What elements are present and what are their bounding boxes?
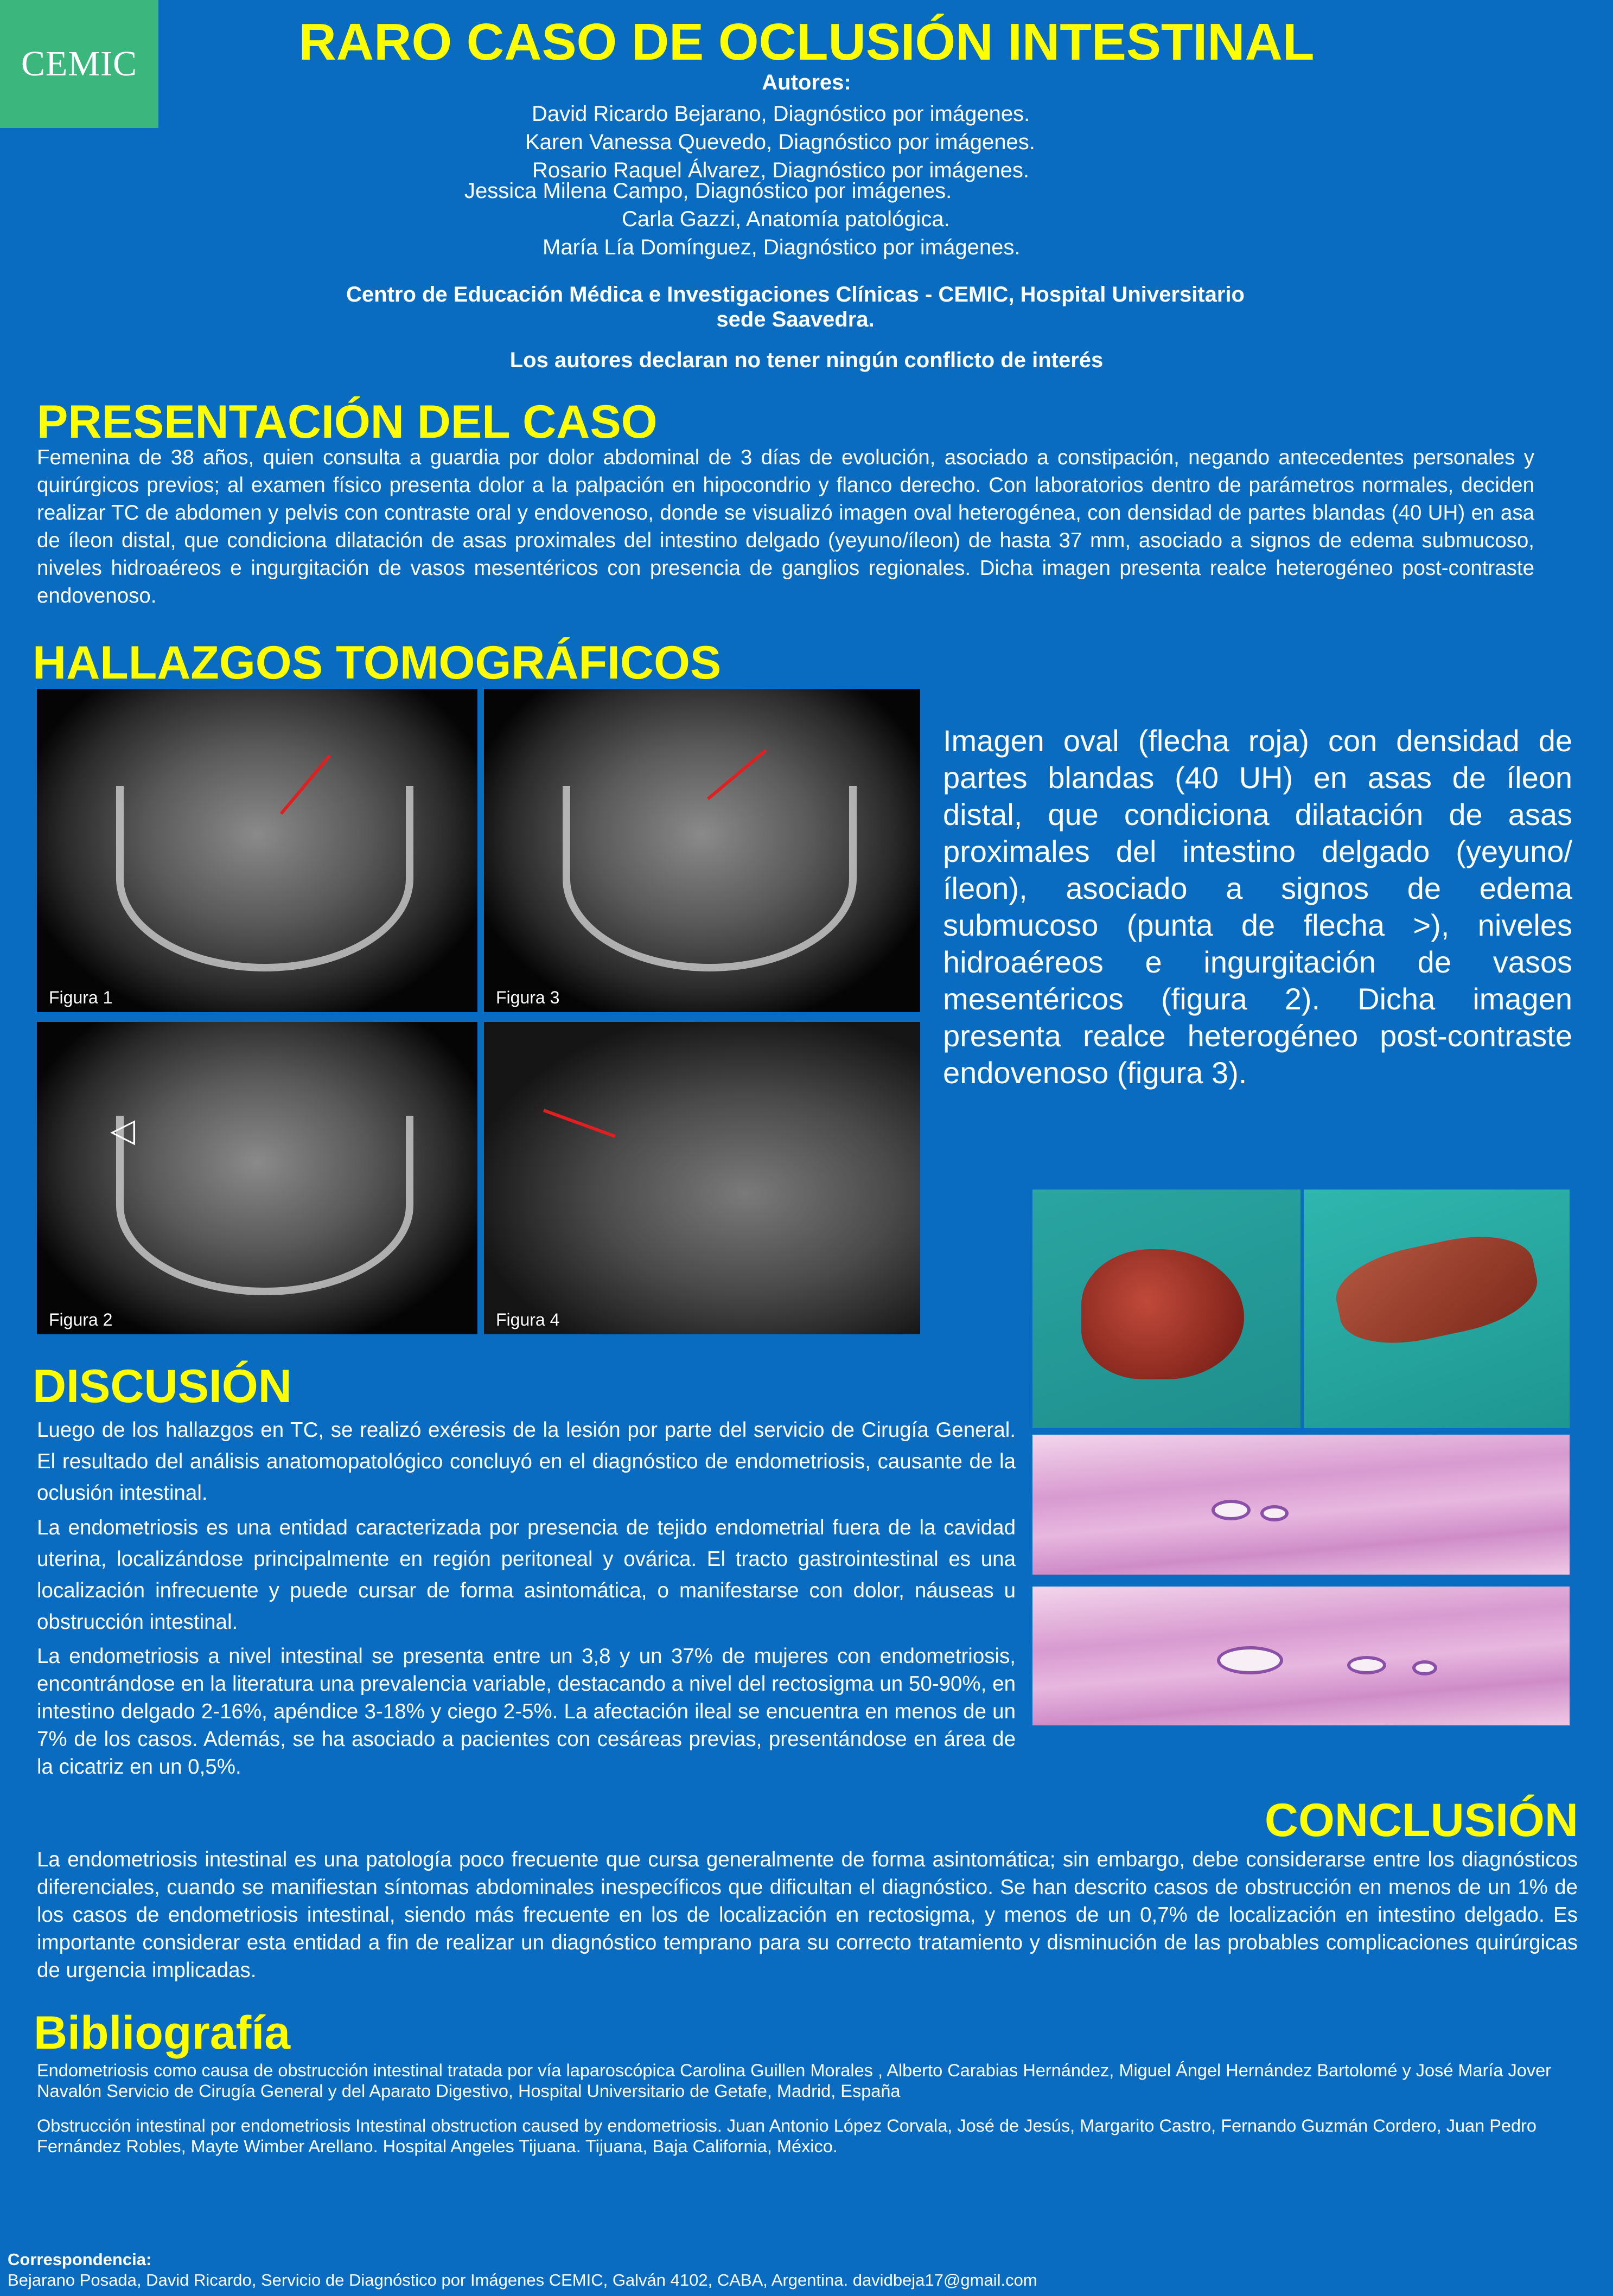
poster-title: RARO CASO DE OCLUSIÓN INTESTINAL <box>298 13 1315 71</box>
figure-caption: Figura 4 <box>496 1310 560 1329</box>
author-line: María Lía Domínguez, Diagnóstico por imágenes. <box>543 235 1021 259</box>
histology-image-1 <box>1032 1435 1570 1575</box>
logo-text: CEMIC <box>21 44 138 84</box>
presentacion-heading: PRESENTACIÓN DEL CASO <box>37 396 658 448</box>
figure-caption: Figura 3 <box>496 988 560 1007</box>
author-line: Carla Gazzi, Anatomía patológica. <box>622 207 950 231</box>
correspondencia-text: Bejarano Posada, David Ricardo, Servicio de Diagnóstico por Imágenes CEMIC, Galván 4102, CABA, Argentina. davidbeja17@gmail.com <box>8 2271 1037 2289</box>
discusion-heading: DISCUSIÓN <box>33 1360 292 1412</box>
arrowhead-icon: ◁ <box>110 1112 136 1148</box>
bibliografia-entry: Obstrucción intestinal por endometriosis Intestinal obstruction caused by endometriosis. Juan Antonio López Corvala, José de Jesús, Margarito Castro, Fernando Guzmán Cordero, Juan Pedro Fernández Robles, Mayte Wimber Arellano. Hospital Angeles Tijuana. Tijuana, Baja California, México. <box>37 2116 1537 2156</box>
author-line: Jessica Milena Campo, Diagnóstico por imágenes. <box>464 179 952 203</box>
authors-label: Autores: <box>762 71 851 94</box>
figure-caption: Figura 1 <box>49 988 113 1007</box>
author-line: Karen Vanessa Quevedo, Diagnóstico por imágenes. <box>525 130 1035 154</box>
discusion-paragraph: La endometriosis a nivel intestinal se presenta entre un 3,8 y un 37% de mujeres con endometriosis, encontrándose en la literatura una prevalencia variable, destacando a nivel del rectosigma un 50-90%, en intestino delgado 2-16%, apéndice 3-18% y ciego 2-5%. La afectación ileal se encuentra en menos de un 7% de los casos. Además, se ha asociado a pacientes con cesáreas previas, presentándose en área de la cicatriz en un 0,5%. <box>37 1645 1016 1779</box>
ct-figure-3 <box>484 689 920 1012</box>
surgical-specimen-photo-1 <box>1032 1189 1300 1428</box>
discusion-paragraph: La endometriosis es una entidad caracterizada por presencia de tejido endometrial fuera de la cavidad uterina, localizándose principalmente en región peritoneal y ovárica. El tracto gastrointestinal es una localización infrecuente y puede cursar de forma asintomática, o manifestarse con dolor, náuseas u obstrucción intestinal. <box>37 1516 1016 1634</box>
institution: Centro de Educación Médica e Investigaciones Clínicas - CEMIC, Hospital Universitario sede Saavedra. <box>346 283 1245 331</box>
ct-figure-2 <box>37 1022 477 1334</box>
ct-figure-1 <box>37 689 477 1012</box>
presentacion-text: Femenina de 38 años, quien consulta a guardia por dolor abdominal de 3 días de evolución, asociado a constipación, negando antecedentes personales y quirúrgicos previos; al examen físico presenta dolor a la palpación en hipocondrio y flanco derecho. Con laboratorios dentro de parámetros normales, deciden realizar TC de abdomen y pelvis con contraste oral y endovenoso, donde se visualizó imagen oval heterogénea, con densidad de partes blandas (40 UH) en asa de íleon distal, que condiciona dilatación de asas proximales del intestino delgado (yeyuno/íleon) de hasta 37 mm, asociado a signos de edema submucoso, niveles hidroaéreos e ingurgitación de vasos mesentéricos con presencia de ganglios regionales. Dicha imagen presenta realce heterogéneo post-contraste endovenoso. <box>37 446 1534 607</box>
discusion-paragraph: Luego de los hallazgos en TC, se realizó exéresis de la lesión por parte del servicio de Cirugía General. El resultado del análisis anatomopatológico concluyó en el diagnóstico de endometriosis, causante de la oclusión intestinal. <box>37 1418 1016 1505</box>
ct-figure-4 <box>484 1022 920 1334</box>
bibliografia-entry: Endometriosis como causa de obstrucción intestinal tratada por vía laparoscópica Carolina Guillen Morales , Alberto Carabias Hernández, Miguel Ángel Hernández Bartolomé y José María Jover Navalón Servicio de Cirugía General y del Aparato Digestivo, Hospital Universitario de Getafe, Madrid, España <box>37 2061 1552 2101</box>
surgical-specimen-photo-2 <box>1304 1189 1570 1428</box>
author-line: Rosario Raquel Álvarez, Diagnóstico por imágenes. <box>532 158 1030 182</box>
discusion-body <box>37 1415 1016 1781</box>
hallazgos-text: Imagen oval (flecha roja) con densidad de partes blandas (40 UH) en asas de íleon distal, que condiciona dilatación de asas proximales del intestino delgado (yeyuno/íleon), asociado a signos de edema submucoso (punta de flecha >), niveles hidroaéreos e ingurgitación de vasos mesentéricos (figura 2). Dicha imagen presenta realce heterogéneo post-contraste endovenoso (figura 3). <box>943 724 1572 1090</box>
conclusion-text: La endometriosis intestinal es una patología poco frecuente que cursa generalmente de forma asintomática; sin embargo, debe considerarse entre los diagnósticos diferenciales, cuando se manifiestan síntomas abdominales inespecíficos que dificultan el diagnóstico. Se han descrito casos de obstrucción en menos de un 1% de los casos de endometriosis intestinal, siendo más frecuente en los de localización en rectosigma, y menos de un 0,7% de localización en intestino delgado. Es importante considerar esta entidad a fin de realizar un diagnóstico temprano para su correcto tratamiento y disminución de las probables complicaciones quirúrgicas de urgencia implicadas. <box>37 1848 1578 1982</box>
conclusion-heading: CONCLUSIÓN <box>1264 1794 1578 1846</box>
figure-caption: Figura 2 <box>49 1310 113 1329</box>
bibliografia-heading: Bibliografía <box>34 2007 291 2059</box>
author-line: David Ricardo Bejarano, Diagnóstico por imágenes. <box>532 102 1030 126</box>
conflict-statement: Los autores declaran no tener ningún conflicto de interés <box>509 348 1104 372</box>
red-arrow-icon <box>543 1109 616 1138</box>
histology-image-2 <box>1032 1587 1570 1725</box>
correspondencia-label: Correspondencia: <box>8 2250 152 2269</box>
hallazgos-heading: HALLAZGOS TOMOGRÁFICOS <box>33 637 722 689</box>
